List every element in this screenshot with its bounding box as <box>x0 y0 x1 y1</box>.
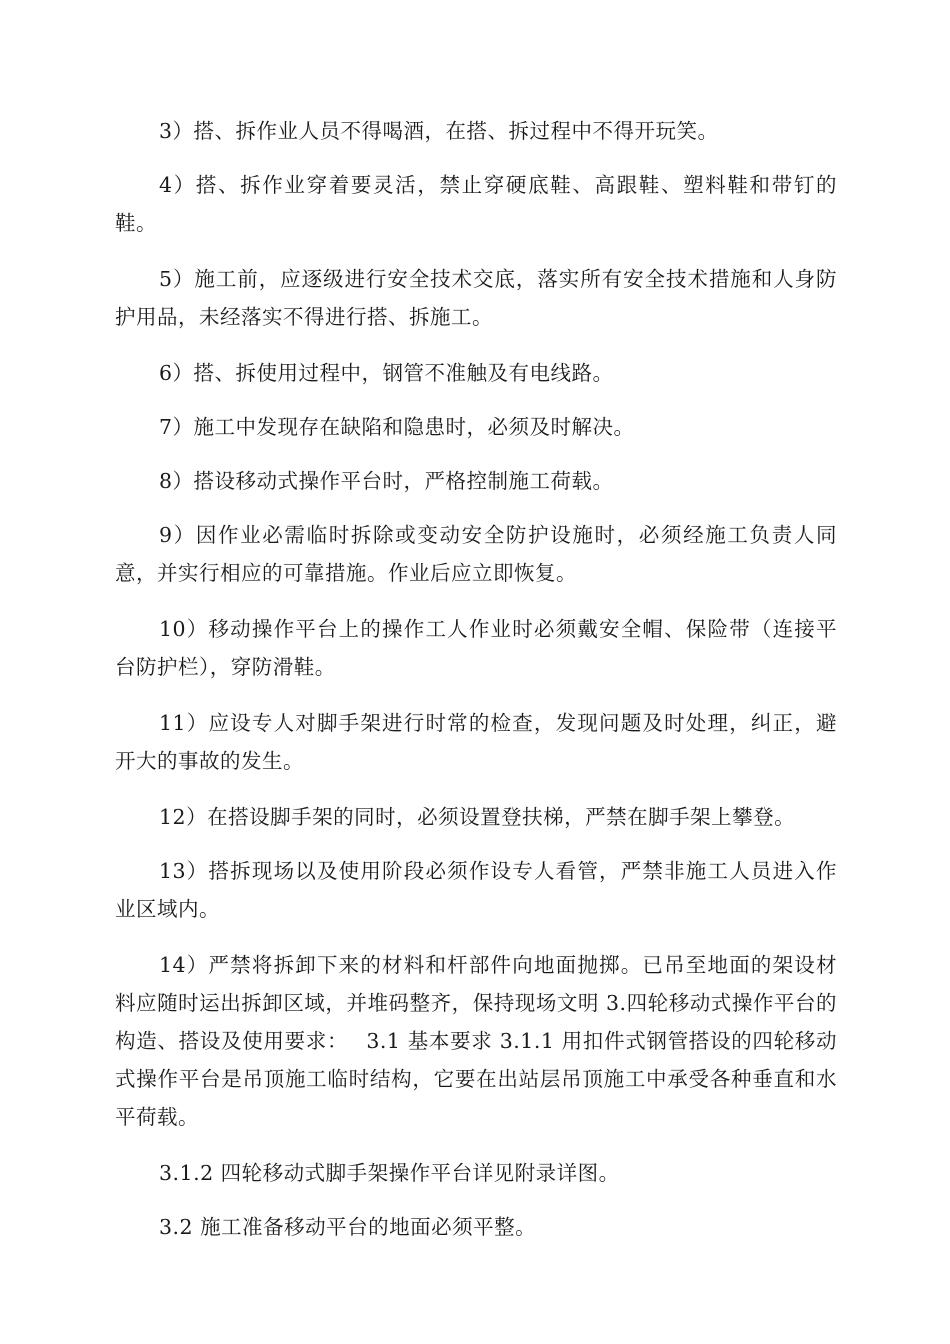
paragraph-item-11: 11）应设专人对脚手架进行时常的检查，发现问题及时处理，纠正，避开大的事故的发生。 <box>115 711 837 773</box>
paragraph-item-7: 7）施工中发现存在缺陷和隐患时，必须及时解决。 <box>159 415 635 439</box>
paragraph-item-3: 3）搭、拆作业人员不得喝酒，在搭、拆过程中不得开玩笑。 <box>159 119 719 143</box>
paragraph-section-3-2: 3.2 施工准备移动平台的地面必须平整。 <box>159 1215 537 1239</box>
paragraph-item-6: 6）搭、拆使用过程中，钢管不准触及有电线路。 <box>159 361 614 385</box>
paragraph-item-9: 9）因作业必需临时拆除或变动安全防护设施时，必须经施工负责人同意，并实行相应的可靠措施。作业后应立即恢复。 <box>115 523 837 585</box>
paragraph-item-14: 14）严禁将拆卸下来的材料和杆部件向地面抛掷。已吊至地面的架设材料应随时运出拆卸区域，并堆码整齐，保持现场文明 3.四轮移动式操作平台的构造、搭设及使用要求： 3.1 基本要求 3.1.1 用扣件式钢管搭设的四轮移动式操作平台是吊顶施工临时结构，它要在出站层吊顶施工中承受各种垂直和水平荷载。 <box>115 953 837 1129</box>
paragraph-item-13: 13）搭拆现场以及使用阶段必须作设专人看管，严禁非施工人员进入作业区域内。 <box>115 859 837 921</box>
paragraph-item-8: 8）搭设移动式操作平台时，严格控制施工荷载。 <box>159 469 614 493</box>
paragraph-item-12: 12）在搭设脚手架的同时，必须设置登扶梯，严禁在脚手架上攀登。 <box>159 805 796 829</box>
paragraph-item-10: 10）移动操作平台上的操作工人作业时必须戴安全帽、保险带（连接平台防护栏），穿防滑鞋。 <box>115 617 837 679</box>
document-page <box>115 112 837 1262</box>
paragraph-item-5: 5）施工前，应逐级进行安全技术交底，落实所有安全技术措施和人身防护用品，未经落实不得进行搭、拆施工。 <box>115 267 837 329</box>
paragraph-section-3-1-2: 3.1.2 四轮移动式脚手架操作平台详见附录详图。 <box>159 1161 620 1185</box>
paragraph-item-4: 4）搭、拆作业穿着要灵活，禁止穿硬底鞋、高跟鞋、塑料鞋和带钉的鞋。 <box>115 173 837 235</box>
